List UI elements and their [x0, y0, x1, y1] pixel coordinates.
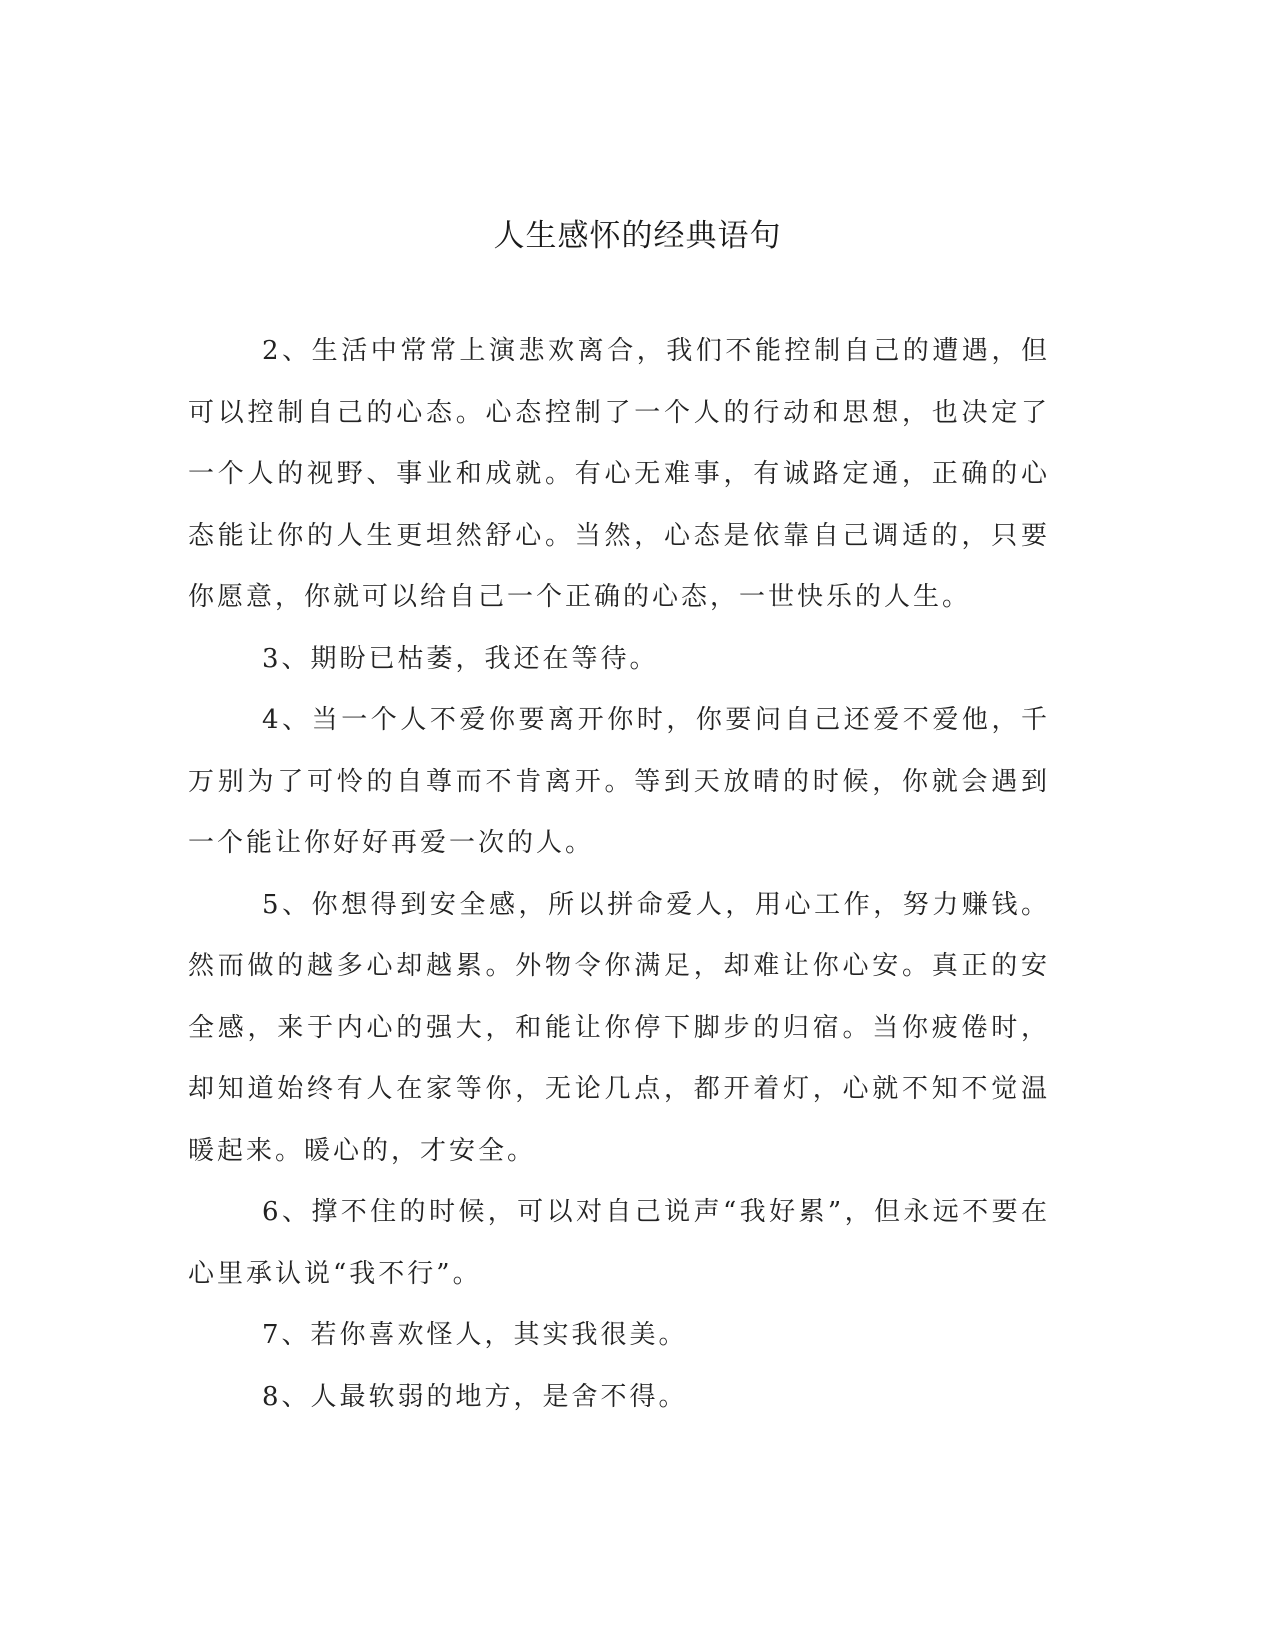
paragraph-8: 8、人最软弱的地方，是舍不得。 — [262, 1381, 688, 1412]
paragraph-3: 3、期盼已枯萎，我还在等待。 — [262, 643, 659, 674]
paragraph-5: 5、你想得到安全感，所以拼命爱人，用心工作，努力赚钱。然而做的越多心却越累。外物令你满足，却难让你心安。真正的安全感，来于内心的强大，和能让你停下脚步的归宿。当你疲倦时，却知道始终有人在家等你，无论几点，都开着灯，心就不知不觉温暖起来。暖心的，才安全。 — [188, 889, 1050, 1166]
paragraph-4: 4、当一个人不爱你要离开你时，你要问自己还爱不爱他，千万别为了可怜的自尊而不肯离开。等到天放晴的时候，你就会遇到一个能让你好好再爱一次的人。 — [188, 705, 1050, 858]
paragraph-2: 2、生活中常常上演悲欢离合，我们不能控制自己的遭遇，但可以控制自己的心态。心态控制了一个人的行动和思想，也决定了一个人的视野、事业和成就。有心无难事，有诚路定通，正确的心态能让你的人生更坦然舒心。当然，心态是依靠自己调适的，只要你愿意，你就可以给自己一个正确的心态，一世快乐的人生。 — [188, 336, 1050, 612]
paragraph-6: 6、撑不住的时候，可以对自己说声“我好累”，但永远不要在心里承认说“我不行”。 — [188, 1197, 1050, 1289]
document-body — [188, 321, 1050, 1428]
document-title: 人生感怀的经典语句 — [493, 218, 782, 254]
paragraph-7: 7、若你喜欢怪人，其实我很美。 — [262, 1320, 688, 1350]
